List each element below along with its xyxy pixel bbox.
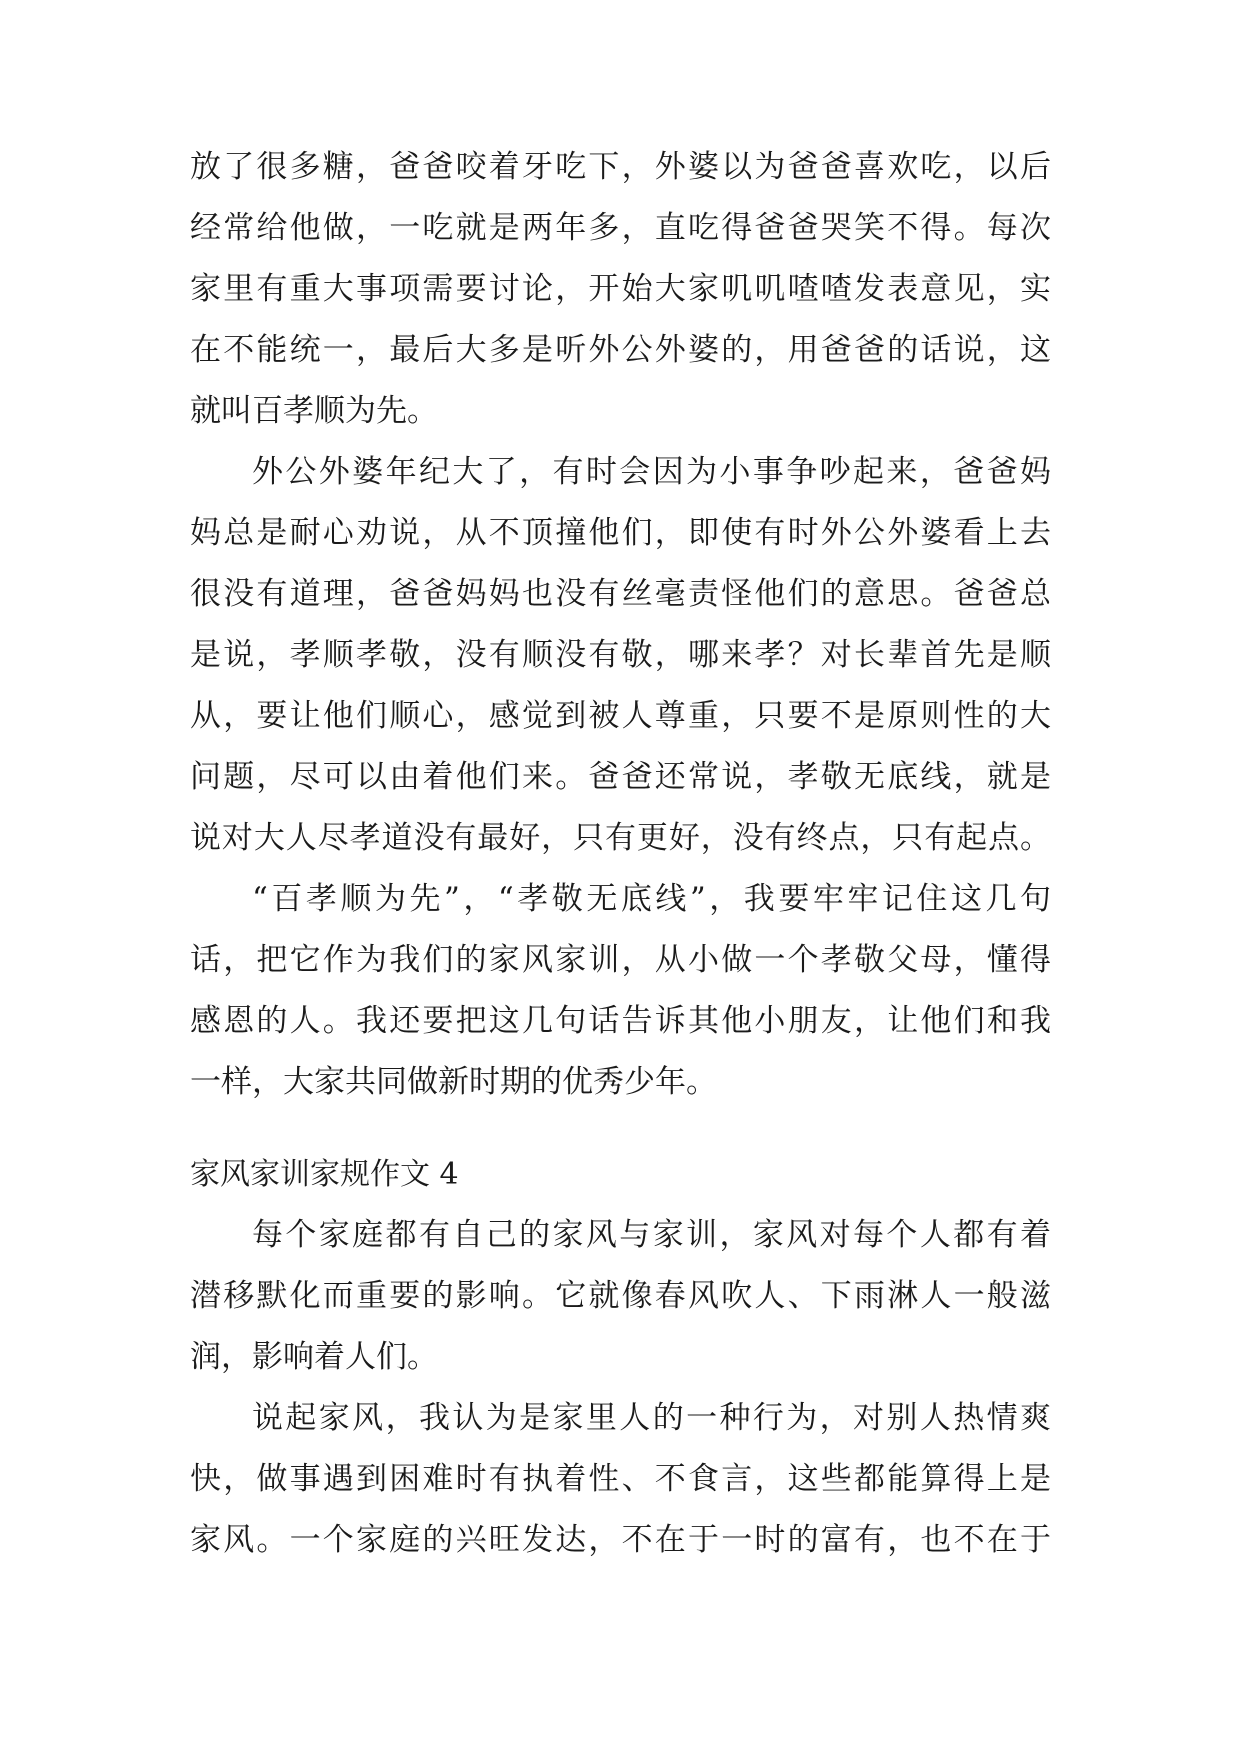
paragraph-first-line: 外公外婆年纪大了，有时会因为小事争吵起来，爸爸妈 [252,454,1051,490]
text-line: 从，要让他们顺心，感觉到被人尊重，只要不是原则性的大 [190,698,1051,734]
text-line: 在不能统一，最后大多是听外公外婆的，用爸爸的话说，这 [190,332,1051,368]
text-line: 问题，尽可以由着他们来。爸爸还常说，孝敬无底线，就是 [190,759,1051,795]
text-line: 一样，大家共同做新时期的优秀少年。 [190,1064,717,1100]
essay-heading: 家风家训家规作文 4 [190,1157,459,1192]
text-line: 妈总是耐心劝说，从不顶撞他们，即使有时外公外婆看上去 [190,515,1051,551]
text-line: 就叫百孝顺为先。 [190,393,438,429]
text-line: 家风。一个家庭的兴旺发达，不在于一时的富有，也不在于 [190,1522,1051,1558]
text-line: 潜移默化而重要的影响。它就像春风吹人、下雨淋人一般滋 [190,1278,1051,1314]
text-line: 放了很多糖，爸爸咬着牙吃下，外婆以为爸爸喜欢吃，以后 [190,149,1051,185]
story-text-block [190,137,1051,1113]
paragraph-first-line: “百孝顺为先”，“孝敬无底线”，我要牢牢记住这几句 [252,881,1051,917]
text-line: 家里有重大事项需要讨论，开始大家叽叽喳喳发表意见，实 [190,271,1051,307]
text-line: 说对大人尽孝道没有最好，只有更好，没有终点，只有起点。 [190,820,1051,856]
paragraph-first-line: 每个家庭都有自己的家风与家训，家风对每个人都有着 [252,1217,1051,1253]
text-line: 感恩的人。我还要把这几句话告诉其他小朋友，让他们和我 [190,1003,1051,1039]
text-line: 很没有道理，爸爸妈妈也没有丝毫责怪他们的意思。爸爸总 [190,576,1051,612]
text-line: 话，把它作为我们的家风家训，从小做一个孝敬父母，懂得 [190,942,1051,978]
paragraph-first-line: 说起家风，我认为是家里人的一种行为，对别人热情爽 [252,1400,1051,1436]
essay-text-block [190,1205,1051,1571]
text-line: 润，影响着人们。 [190,1339,438,1375]
text-line: 快，做事遇到困难时有执着性、不食言，这些都能算得上是 [190,1461,1051,1497]
text-line: 是说，孝顺孝敬，没有顺没有敬，哪来孝？对长辈首先是顺 [190,637,1051,673]
text-line: 经常给他做，一吃就是两年多，直吃得爸爸哭笑不得。每次 [190,210,1051,246]
